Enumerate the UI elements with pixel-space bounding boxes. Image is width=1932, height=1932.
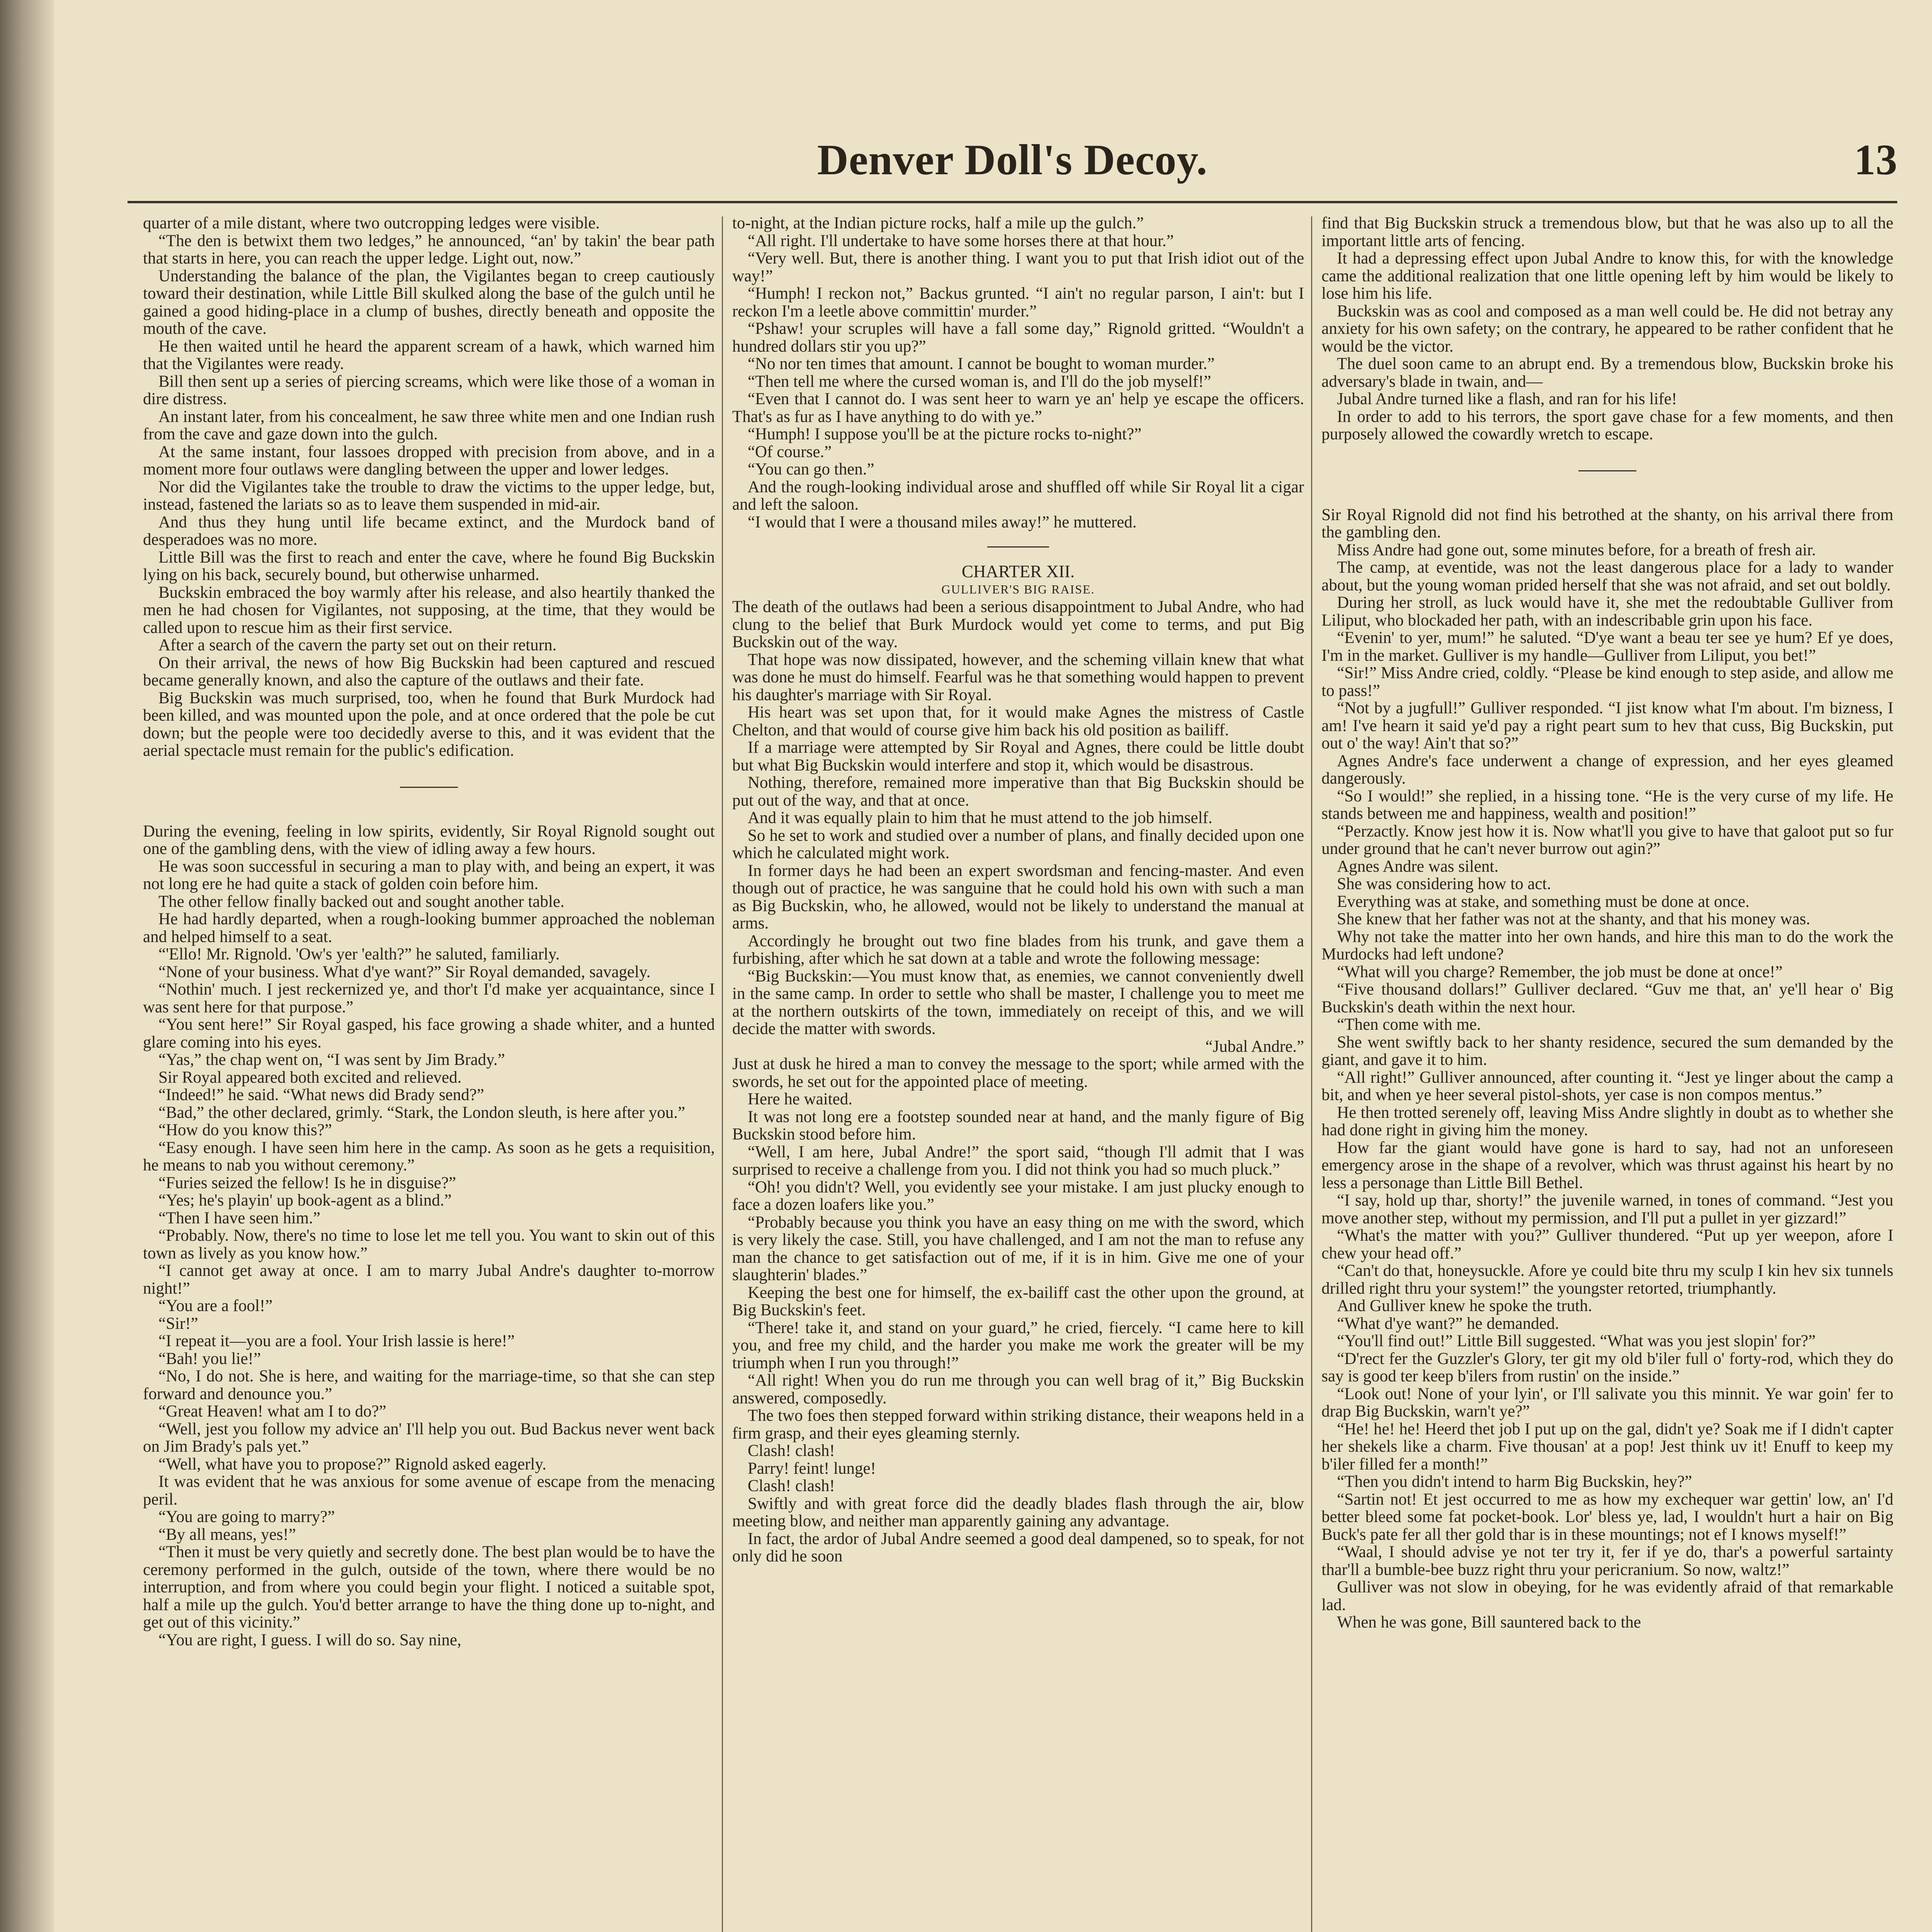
paragraph: His heart was set upon that, for it would make Agnes the mistress of Castle Chelton, and that would of course give him back his old position as bailiff. bbox=[732, 703, 1304, 739]
paragraph: “Sir!” bbox=[158, 1314, 198, 1333]
paragraph: “Well, I am here, Jubal Andre!” the sport said, “though I'll admit that I was surprised to receive a challenge from you. I did not think you had so much pluck.” bbox=[732, 1143, 1304, 1179]
section-break-rule bbox=[400, 787, 458, 788]
paragraph: “Five thousand dollars!” Gulliver declared. “Guv me that, an' ye'll hear o' Big Buckskin's death within the next hour. bbox=[1321, 980, 1893, 1016]
paragraph: “Bah! you lie!” bbox=[158, 1349, 261, 1368]
paragraph: “'Ello! Mr. Rignold. 'Ow's yer 'ealth?” he saluted, familiarly. bbox=[158, 945, 560, 963]
paragraph: “Even that I cannot do. I was sent heer to warn ye an' help ye escape the officers. That's as fur as I have anything to do with ye.” bbox=[732, 390, 1304, 426]
paragraph: “No, I do not. She is here, and waiting for the marriage-time, so that she can step forward and denounce you.” bbox=[143, 1367, 715, 1403]
paragraph: He then trotted serenely off, leaving Miss Andre slightly in doubt as to whether she had done right in giving him the money. bbox=[1321, 1103, 1893, 1139]
paragraph: “I cannot get away at once. I am to marry Jubal Andre's daughter to-morrow night!” bbox=[143, 1262, 715, 1298]
paragraph: Buckskin embraced the boy warmly after his release, and also heartily thanked the men he had chosen for Vigilantes, not supposing, at the time, that they would be called upon to rescue him as their first service. bbox=[143, 583, 715, 637]
page-binding-edge bbox=[0, 0, 54, 1932]
paragraph: “Easy enough. I have seen him here in the camp. As soon as he gets a requisition, he means to nab you without ceremony.” bbox=[143, 1138, 715, 1174]
paragraph: “Very well. But, there is another thing. I want you to put that Irish idiot out of the way!” bbox=[732, 249, 1304, 285]
paragraph: Gulliver was not slow in obeying, for he was evidently afraid of that remarkable lad. bbox=[1321, 1578, 1893, 1614]
section-break-rule bbox=[1578, 470, 1636, 471]
paragraph: “Nothin' much. I jest reckernized ye, and thor't I'd make yer acquaintance, since I was sent here for that purpose.” bbox=[143, 980, 715, 1016]
column-2-section-a bbox=[732, 214, 1304, 531]
paragraph: Agnes Andre was silent. bbox=[1337, 857, 1498, 876]
paragraph: Parry! feint! lunge! bbox=[748, 1459, 876, 1478]
paragraph: In fact, the ardor of Jubal Andre seemed a good deal dampened, so to speak, for not only did he soon bbox=[732, 1529, 1304, 1565]
paragraph: “You are going to marry?” bbox=[158, 1508, 335, 1526]
paragraph: Sir Royal appeared both excited and relieved. bbox=[158, 1068, 462, 1087]
paragraph: “What will you charge? Remember, the job must be done at once!” bbox=[1337, 963, 1783, 981]
paragraph: In order to add to his terrors, the sport gave chase for a few moments, and then purposely allowed the cowardly wretch to escape. bbox=[1321, 407, 1893, 443]
paragraph: “So I would!” she replied, in a hissing tone. “He is the very curse of my life. He stands between me and happiness, wealth and position!” bbox=[1321, 787, 1893, 823]
paragraph: Nor did the Vigilantes take the trouble to draw the victims to the upper ledge, but, instead, fastened the lariats so as to leave them suspended in mid-air. bbox=[143, 478, 715, 514]
paragraph: So he set to work and studied over a number of plans, and finally decided upon one which he calculated might work. bbox=[732, 826, 1304, 862]
paragraph: “Bad,” the other declared, grimly. “Stark, the London sleuth, is here after you.” bbox=[158, 1103, 685, 1122]
paragraph: “All right!” Gulliver announced, after counting it. “Jest ye linger about the camp a bit, and when ye heer several pistol-shots, yer case is non compos mentus.” bbox=[1321, 1068, 1893, 1104]
paragraph: “The den is betwixt them two ledges,” he announced, “an' by takin' the bear path that starts in here, you can reach the upper ledge. Light out, now.” bbox=[143, 231, 715, 267]
paragraph: “By all means, yes!” bbox=[158, 1525, 296, 1544]
paragraph: “What d'ye want?” he demanded. bbox=[1337, 1314, 1559, 1333]
paragraph: Miss Andre had gone out, some minutes before, for a breath of fresh air. bbox=[1337, 541, 1816, 559]
paragraph: Everything was at stake, and something must be done at once. bbox=[1337, 892, 1750, 911]
paragraph: Sir Royal Rignold did not find his betrothed at the shanty, on his arrival there from the gambling den. bbox=[1321, 505, 1893, 541]
paragraph: He had hardly departed, when a rough-looking bummer approached the nobleman and helped himself to a seat. bbox=[143, 910, 715, 946]
paragraph: “No nor ten times that amount. I cannot be bought to woman murder.” bbox=[748, 355, 1215, 373]
paragraph: It had a depressing effect upon Jubal Andre to know this, for with the knowledge came the additional realization that one little opening left by him would be likely to lose him his life. bbox=[1321, 249, 1893, 303]
paragraph: “Great Heaven! what am I to do?” bbox=[158, 1402, 386, 1420]
paragraph: “All right! When you do run me through you can well brag of it,” Big Buckskin answered, composedly. bbox=[732, 1371, 1304, 1407]
paragraph: The death of the outlaws had been a serious disappointment to Jubal Andre, who had clung to the belief that Burk Murdock would yet come to terms, and put Big Buckskin out of the way. bbox=[732, 598, 1304, 651]
paragraph: “Probably. Now, there's no time to lose let me tell you. You want to skin out of this town as lively as you know how.” bbox=[143, 1226, 715, 1262]
paragraph: When he was gone, Bill sauntered back to the bbox=[1337, 1613, 1641, 1631]
paragraph: “Can't do that, honeysuckle. Afore ye could bite thru my sculp I kin hev six tunnels drilled right thru your system!” the youngster retorted, triumphantly. bbox=[1321, 1262, 1893, 1298]
paragraph: Keeping the best one for himself, the ex-bailiff cast the other upon the ground, at Big Buckskin's feet. bbox=[732, 1283, 1304, 1319]
column-3-section-b bbox=[1321, 506, 1893, 1631]
paragraph: At the same instant, four lassoes dropped with precision from above, and in a moment more four outlaws were dangling between the upper and lower ledges. bbox=[143, 442, 715, 478]
paragraph: “All right. I'll undertake to have some horses there at that hour.” bbox=[748, 231, 1174, 250]
paragraph: “Yes; he's playin' up book-agent as a blind.” bbox=[158, 1191, 452, 1209]
paragraph: “How do you know this?” bbox=[158, 1121, 332, 1139]
column-divider bbox=[1311, 216, 1312, 1932]
paragraph: to-night, at the Indian picture rocks, half a mile up the gulch.” bbox=[732, 214, 1144, 232]
paragraph: Bill then sent up a series of piercing screams, which were like those of a woman in dire distress. bbox=[143, 372, 715, 408]
column-2 bbox=[732, 214, 1304, 1932]
paragraph: During the evening, feeling in low spirits, evidently, Sir Royal Rignold sought out one of the gambling dens, with the view of idling away a few hours. bbox=[143, 822, 715, 858]
paragraph: She knew that her father was not at the shanty, and that his money was. bbox=[1337, 910, 1810, 928]
paragraph: Here he waited. bbox=[748, 1090, 852, 1108]
paragraph: The other fellow finally backed out and sought another table. bbox=[158, 892, 565, 911]
paragraph: “What's the matter with you?” Gulliver thundered. “Put up yer weepon, afore I chew your head off.” bbox=[1321, 1226, 1893, 1262]
paragraph: “Look out! None of your lyin', or I'll salivate you this minnit. Ye war goin' fer to drap Big Buckskin, warn't ye?” bbox=[1321, 1384, 1893, 1420]
paragraph: Understanding the balance of the plan, the Vigilantes began to creep cautiously toward their destination, while Little Bill skulked along the base of the gulch until he gained a good hiding-place in a clump of bushes, directly beneath and opposite the mouth of the cave. bbox=[143, 267, 715, 338]
paragraph: In former days he had been an expert swordsman and fencing-master. And even though out of practice, he was sanguine that he could hold his own with such a man as Big Buckskin, who, he allowed, would not be likely to understand the manual at arms. bbox=[732, 861, 1304, 932]
paragraph: “Of course.” bbox=[748, 442, 832, 461]
paragraph: “Then it must be very quietly and secretly done. The best plan would be to have the ceremony performed in the gulch, outside of the town, where there would be no interruption, and from where you could begin your flight. I noticed a suitable spot, half a mile up the gulch. You'd better arrange to have the thing done up to-night, and get out of this vicinity.” bbox=[143, 1543, 715, 1631]
column-2-section-c bbox=[732, 1055, 1304, 1565]
paragraph: And thus they hung until life became extinct, and the Murdock band of desperadoes was no more. bbox=[143, 513, 715, 549]
paragraph: “Humph! I reckon not,” Backus grunted. “I ain't no regular parson, I ain't: but I reckon I'm a leetle above committin' murder.” bbox=[732, 284, 1304, 320]
paragraph: “Well, jest you follow my advice an' I'll help you out. Bud Backus never went back on Jim Brady's pals yet.” bbox=[143, 1420, 715, 1456]
header-rule bbox=[128, 201, 1897, 203]
column-2-section-b bbox=[732, 598, 1304, 968]
column-3-section-a bbox=[1321, 214, 1893, 443]
paragraph: And the rough-looking individual arose and shuffled off while Sir Royal lit a cigar and left the saloon. bbox=[732, 478, 1304, 514]
letter-signature: “Jubal Andre.” bbox=[1205, 1037, 1304, 1056]
paragraph: During her stroll, as luck would have it, she met the redoubtable Gulliver from Liliput, who blockaded her path, with an indescribable grin upon his face. bbox=[1321, 594, 1893, 629]
paragraph: “Humph! I suppose you'll be at the picture rocks to-night?” bbox=[748, 425, 1142, 443]
paragraph: Big Buckskin was much surprised, too, when he found that Burk Murdock had been killed, and was mounted upon the pole, and at once ordered that the pole be cut down; but the people were too decidedly averse to this, and it was evident that the aerial spectacle must remain for the public's edification. bbox=[143, 689, 715, 760]
paragraph: “Indeed!” he said. “What news did Brady send?” bbox=[158, 1086, 484, 1104]
paragraph: How far the giant would have gone is hard to say, had not an unforeseen emergency arose in the shape of a revolver, which was thrust against his heart by no less a personage than Little Bill Bethel. bbox=[1321, 1138, 1893, 1192]
paragraph: “Probably because you think you have an easy thing on me with the sword, which is very likely the case. Still, you have challenged, and I am not the man to refuse any man the chance to get satisfaction out of me, if it is in him. Give me one of your slaughterin' blades.” bbox=[732, 1213, 1304, 1284]
paragraph: Nothing, therefore, remained more imperative than that Big Buckskin should be put out of the way, and that at once. bbox=[732, 774, 1304, 810]
paragraph: “Waal, I should advise ye not ter try it, fer if ye do, thar's a powerful sartainty thar'll a bumble-bee buzz right thru your pericranium. So now, waltz!” bbox=[1321, 1543, 1893, 1579]
paragraph: “Perzactly. Know jest how it is. Now what'll you give to have that galoot put so fur under ground that he can't never burrow out agin?” bbox=[1321, 822, 1893, 858]
page-header bbox=[128, 128, 1897, 205]
column-1 bbox=[143, 214, 715, 1932]
paragraph: Swiftly and with great force did the deadly blades flash through the air, blow meeting blow, and neither man apparently gaining any advantage. bbox=[732, 1494, 1304, 1530]
paragraph: Little Bill was the first to reach and enter the cave, where he found Big Buckskin lying on his back, securely bound, but otherwise unharmed. bbox=[143, 548, 715, 584]
paragraph: She went swiftly back to her shanty residence, secured the sum demanded by the giant, and gave it to him. bbox=[1321, 1033, 1893, 1069]
paragraph: “He! he! he! Heerd thet job I put up on the gal, didn't ye? Soak me if I didn't capter her shekels like a charm. Five thousan' at a pop! Jest think uv it! Enuff to keep my b'iler filled fer a month!” bbox=[1321, 1420, 1893, 1473]
paragraph: The camp, at eventide, was not the least dangerous place for a lady to wander about, but the young woman prided herself that she was not afraid, and set out boldly. bbox=[1321, 558, 1893, 594]
paragraph: The duel soon came to an abrupt end. By a tremendous blow, Buckskin broke his adversary's blade in twain, and— bbox=[1321, 355, 1893, 391]
paragraph: “Then tell me where the cursed woman is, and I'll do the job myself!” bbox=[748, 372, 1211, 391]
column-3 bbox=[1321, 214, 1893, 1932]
paragraph: “Evenin' to yer, mum!” he saluted. “D'ye want a beau ter see ye hum? Ef ye does, I'm in the market. Gulliver is my handle—Gulliver from Liliput, you bet!” bbox=[1321, 629, 1893, 665]
paragraph: “Not by a jugfull!” Gulliver responded. “I jist know what I'm about. I'm bizness, I am! I've hearn it said ye'd pay a right peart sum to hev that cuss, Big Buckskin, put out o' the way! Ain't that so?” bbox=[1321, 699, 1893, 752]
paragraph: “I repeat it—you are a fool. Your Irish lassie is here!” bbox=[158, 1332, 515, 1350]
paragraph: “You'll find out!” Little Bill suggested. “What was you jest slopin' for?” bbox=[1337, 1332, 1816, 1350]
paragraph: Agnes Andre's face underwent a change of expression, and her eyes gleamed dangerously. bbox=[1321, 752, 1893, 787]
paragraph: And Gulliver knew he spoke the truth. bbox=[1337, 1297, 1592, 1315]
paragraph: He was soon successful in securing a man to play with, and being an expert, it was not long ere he had quite a stack of golden coin before him. bbox=[143, 857, 715, 893]
paragraph: That hope was now dissipated, however, and the scheming villain knew that what was done he must do himself. Fearful was he that something would happen to prevent his daughter's marriage with Sir Royal. bbox=[732, 650, 1304, 704]
paragraph: Why not take the matter into her own hands, and hire this man to do the work the Murdocks had left undone? bbox=[1321, 927, 1893, 963]
paragraph: “You are a fool!” bbox=[158, 1297, 273, 1315]
paragraph: “D'rect fer the Guzzler's Glory, ter git my old b'iler full o' forty-rod, which they do say is good ter keep b'ilers from rustin' on the inside.” bbox=[1321, 1349, 1893, 1385]
paragraph: If a marriage were attempted by Sir Royal and Agnes, there could be little doubt but what Big Buckskin would interfere and stop it, which would be disastrous. bbox=[732, 738, 1304, 774]
chapter-rule bbox=[987, 546, 1049, 548]
paragraph: “Yas,” the chap went on, “I was sent by Jim Brady.” bbox=[158, 1051, 505, 1069]
paragraph: And it was equally plain to him that he must attend to the job himself. bbox=[748, 809, 1213, 827]
paragraph: It was evident that he was anxious for some avenue of escape from the menacing peril. bbox=[143, 1473, 715, 1509]
paragraph: It was not long ere a footstep sounded near at hand, and the manly figure of Big Buckskin stood before him. bbox=[732, 1107, 1304, 1143]
paragraph: “I say, hold up thar, shorty!” the juvenile warned, in tones of command. “Jest you move another step, without my permission, and I'll put a pullet in yer gizzard!” bbox=[1321, 1191, 1893, 1227]
paragraph: “I would that I were a thousand miles away!” he muttered. bbox=[748, 513, 1137, 531]
paragraph: On their arrival, the news of how Big Buckskin had been captured and rescued became generally known, and also the capture of the outlaws and their fate. bbox=[143, 653, 715, 689]
column-1-section-b bbox=[143, 823, 715, 1649]
paragraph: “Furies seized the fellow! Is he in disguise?” bbox=[158, 1173, 456, 1192]
paragraph: Clash! clash! bbox=[748, 1442, 835, 1460]
paragraph: “There! take it, and stand on your guard,” he cried, fiercely. “I came here to kill you, and free my child, and the harder you make me work the greater will be my triumph when I run you through!” bbox=[732, 1318, 1304, 1372]
paragraph: “Then I have seen him.” bbox=[158, 1209, 321, 1227]
paragraph: “Sir!” Miss Andre cried, coldly. “Please be kind enough to step aside, and allow me to pass!” bbox=[1321, 664, 1893, 700]
paragraph: He then waited until he heard the apparent scream of a hawk, which warned him that the Vigilantes were ready. bbox=[143, 337, 715, 373]
page-title: Denver Doll's Decoy. bbox=[817, 136, 1208, 184]
paragraph: An instant later, from his concealment, he saw three white men and one Indian rush from the cave and gaze down into the gulch. bbox=[143, 407, 715, 443]
paragraph: “Sartin not! Et jest occurred to me as how my exchequer war gettin' low, an' I'd better bleed some fat pocket-book. Lor' bless ye, lad, I wouldn't hurt a hair on Big Buck's pate fer all ther gold thar is in these mountings; not ef I knows myself!” bbox=[1321, 1490, 1893, 1544]
paragraph: “Oh! you didn't? Well, you evidently see your mistake. I am just plucky enough to face a dozen loafers like you.” bbox=[732, 1178, 1304, 1214]
chapter-title: CHARTER XII. bbox=[961, 562, 1075, 581]
paragraph: “Well, what have you to propose?” Rignold asked eagerly. bbox=[158, 1455, 546, 1473]
page-number: 13 bbox=[1854, 136, 1897, 184]
paragraph: “None of your business. What d'ye want?” Sir Royal demanded, savagely. bbox=[158, 963, 651, 981]
paragraph: She was considering how to act. bbox=[1337, 875, 1551, 893]
paragraph: After a search of the cavern the party set out on their return. bbox=[158, 636, 557, 654]
paragraph: Just at dusk he hired a man to convey the message to the sport; while armed with the swords, he set out for the appointed place of meeting. bbox=[732, 1055, 1304, 1091]
chapter-subtitle: GULLIVER'S BIG RAISE. bbox=[941, 582, 1095, 596]
paragraph: “You are right, I guess. I will do so. Say nine, bbox=[158, 1631, 461, 1649]
paragraph: Clash! clash! bbox=[748, 1477, 835, 1495]
paragraph: “You sent here!” Sir Royal gasped, his face growing a shade whiter, and a hunted glare coming into his eyes. bbox=[143, 1015, 715, 1051]
paragraph: “Then you didn't intend to harm Big Buckskin, hey?” bbox=[1337, 1473, 1692, 1491]
paragraph: Buckskin was as cool and composed as a man well could be. He did not betray any anxiety for his own safety; on the contrary, he appeared to be rather confident that he would be the victor. bbox=[1321, 302, 1893, 355]
paragraph: Jubal Andre turned like a flash, and ran for his life! bbox=[1337, 390, 1677, 408]
column-1-section-a bbox=[143, 214, 715, 760]
paragraph: Accordingly he brought out two fine blades from his trunk, and gave them a furbishing, after which he sat down at a table and wrote the following message: bbox=[732, 932, 1304, 968]
column-divider bbox=[722, 216, 723, 1932]
challenge-letter: “Big Buckskin:—You must know that, as enemies, we cannot conveniently dwell in the same camp. In order to settle who shall be master, I challenge you to meet me at the northern outskirts of the town, immediately on receipt of this, and we will decide the matter with swords. bbox=[732, 967, 1304, 1038]
paragraph: “You can go then.” bbox=[748, 460, 874, 478]
paragraph: “Then come with me. bbox=[1337, 1015, 1481, 1034]
paragraph: find that Big Buckskin struck a tremendous blow, but that he was also up to all the important little arts of fencing. bbox=[1321, 214, 1893, 250]
paragraph: quarter of a mile distant, where two outcropping ledges were visible. bbox=[143, 214, 600, 232]
paragraph: “Pshaw! your scruples will have a fall some day,” Rignold gritted. “Wouldn't a hundred dollars stir you up?” bbox=[732, 320, 1304, 355]
paragraph: The two foes then stepped forward within striking distance, their weapons held in a firm grasp, and their eyes gleaming sternly. bbox=[732, 1406, 1304, 1442]
